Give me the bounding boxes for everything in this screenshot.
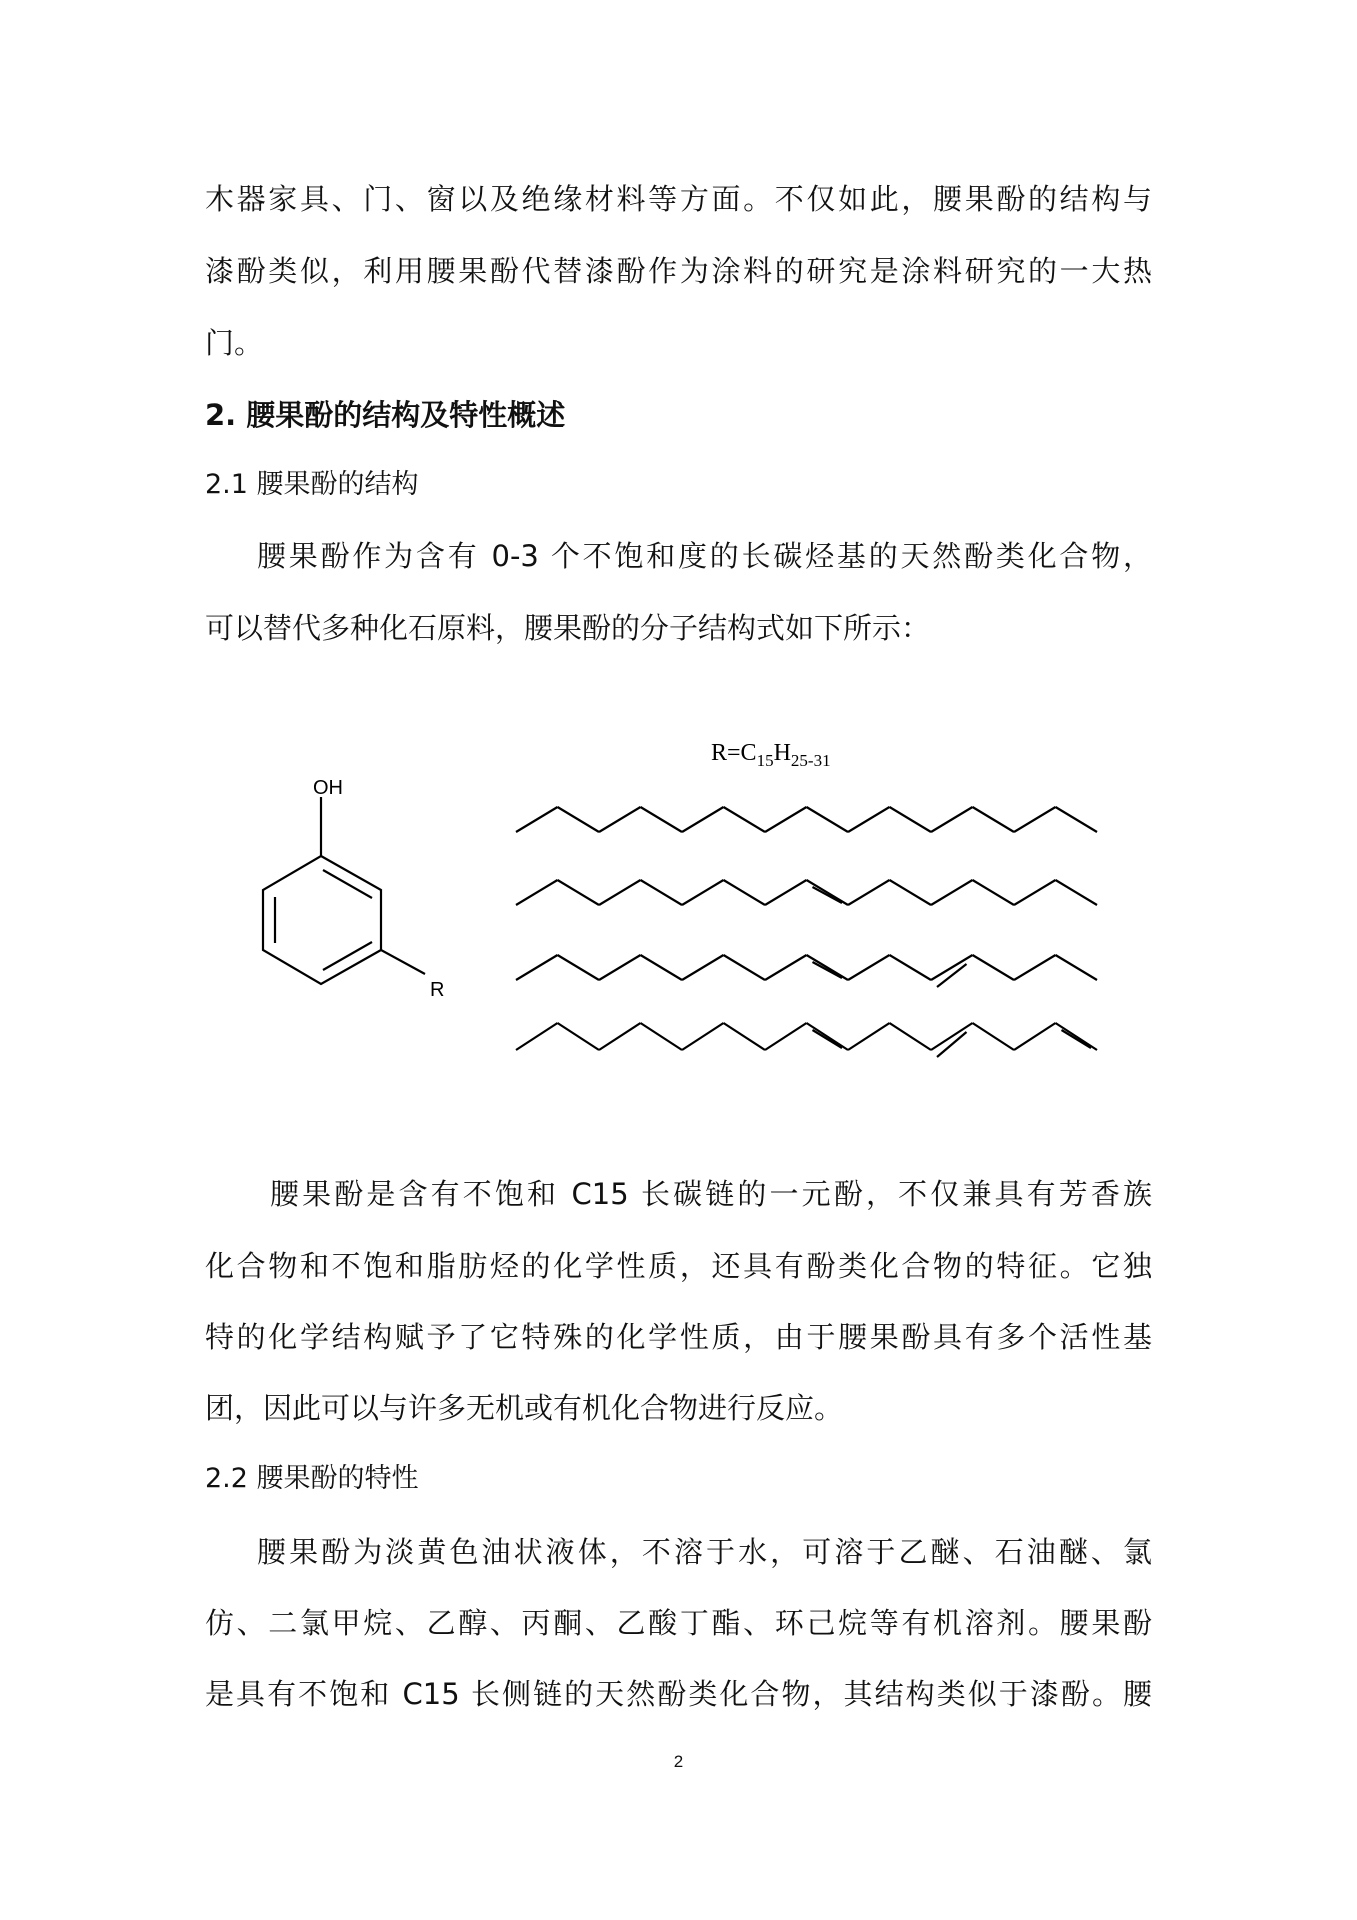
chain-bond — [765, 807, 807, 832]
r-label: R — [430, 979, 445, 1001]
chain-double-bond — [1062, 1030, 1092, 1048]
chain-bond — [765, 880, 807, 905]
chain-bond — [765, 1023, 807, 1050]
chain-bond — [558, 880, 600, 905]
chain-bond — [1056, 955, 1098, 980]
chain-bond — [973, 1023, 1015, 1050]
chain-bond — [973, 880, 1015, 905]
chain-bond — [682, 955, 724, 980]
s21b-line-2: 化合物和不饱和脂肪烃的化学性质，还具有酚类化合物的特征。它独 — [205, 1249, 1152, 1283]
s22-line-2: 仿、二氯甲烷、乙醇、丙酮、乙酸丁酯、环己烷等有机溶剂。腰果酚 — [205, 1606, 1152, 1640]
chain-bond — [1056, 1023, 1098, 1050]
chain-bond — [890, 807, 932, 832]
chain-bond — [516, 880, 558, 905]
chain-bond — [558, 1023, 600, 1050]
chain-bond — [1014, 880, 1056, 905]
chain-bond — [599, 880, 641, 905]
chain-bond — [1014, 807, 1056, 832]
chain-bond — [1014, 1023, 1056, 1050]
chain-bond — [682, 880, 724, 905]
benzene-ring — [263, 797, 425, 984]
chain-bond — [973, 955, 1015, 980]
intro-line-2: 漆酚类似，利用腰果酚代替漆酚作为涂料的研究是涂料研究的一大热 — [205, 254, 1152, 288]
intro-line-1: 木器家具、门、窗以及绝缘材料等方面。不仅如此，腰果酚的结构与 — [205, 182, 1152, 216]
chain-bond — [641, 1023, 683, 1050]
chain-bond — [558, 955, 600, 980]
section-2-1-heading: 2.1 腰果酚的结构 — [205, 469, 419, 500]
intro-line-3: 门。 — [205, 326, 264, 360]
chain-bond — [765, 955, 807, 980]
chain-bond — [682, 1023, 724, 1050]
chain-bond — [807, 880, 849, 905]
section-2-heading: 2. 腰果酚的结构及特性概述 — [205, 398, 566, 432]
chain-bond — [973, 807, 1015, 832]
chain-bond — [599, 1023, 641, 1050]
chain-bond — [848, 807, 890, 832]
s22-line-1: 腰果酚为淡黄色油状液体，不溶于水，可溶于乙醚、石油醚、氯 — [257, 1535, 1152, 1569]
chain-bond — [641, 807, 683, 832]
chain-bond — [931, 1023, 973, 1050]
chain-bond — [724, 1023, 766, 1050]
chain-bond — [724, 807, 766, 832]
chain-bond — [724, 955, 766, 980]
r-formula: $R=C_{15}H_{25-31}$ — [711, 740, 831, 770]
chain-bond — [890, 955, 932, 980]
s21-line-1: 腰果酚作为含有 0-3 个不饱和度的长碳烃基的天然酚类化合物， — [257, 539, 1152, 573]
chain-bond — [848, 1023, 890, 1050]
chain-bond — [848, 880, 890, 905]
oh-label: OH — [313, 777, 343, 799]
chain-bond — [516, 1023, 558, 1050]
chain-bond — [599, 807, 641, 832]
chain-bond — [1014, 955, 1056, 980]
chain-double-bond — [813, 962, 843, 978]
chain-double-bond — [813, 1030, 843, 1048]
chain-bond — [1056, 880, 1098, 905]
chain-double-bond — [813, 887, 843, 903]
chain-bond — [599, 955, 641, 980]
chain-bond — [516, 807, 558, 832]
chain-bond — [641, 955, 683, 980]
chain-bond — [848, 955, 890, 980]
chain-bond — [724, 880, 766, 905]
chain-bond — [807, 1023, 849, 1050]
s21b-line-4: 团，因此可以与许多无机或有机化合物进行反应。 — [205, 1391, 844, 1425]
chain-bond — [931, 880, 973, 905]
section-2-2-heading: 2.2 腰果酚的特性 — [205, 1463, 419, 1494]
chain-bond — [641, 880, 683, 905]
chain-bond — [890, 1023, 932, 1050]
chain-bond — [890, 880, 932, 905]
s21b-line-3: 特的化学结构赋予了它特殊的化学性质，由于腰果酚具有多个活性基 — [205, 1320, 1152, 1354]
chain-bond — [931, 807, 973, 832]
s21b-line-1: 腰果酚是含有不饱和 C15 长碳链的一元酚，不仅兼具有芳香族 — [270, 1177, 1152, 1211]
s22-line-3: 是具有不饱和 C15 长侧链的天然酚类化合物，其结构类似于漆酚。腰 — [205, 1677, 1152, 1711]
chain-bond — [807, 955, 849, 980]
s21-line-2: 可以替代多种化石原料，腰果酚的分子结构式如下所示： — [205, 611, 931, 645]
cardanol-structure-figure — [0, 700, 1357, 1100]
page-number: 2 — [673, 1752, 684, 1771]
chain-bond — [682, 807, 724, 832]
side-chains — [516, 807, 1097, 1057]
chain-bond — [1056, 807, 1098, 832]
chain-bond — [807, 807, 849, 832]
chain-bond — [516, 955, 558, 980]
chain-bond — [558, 807, 600, 832]
